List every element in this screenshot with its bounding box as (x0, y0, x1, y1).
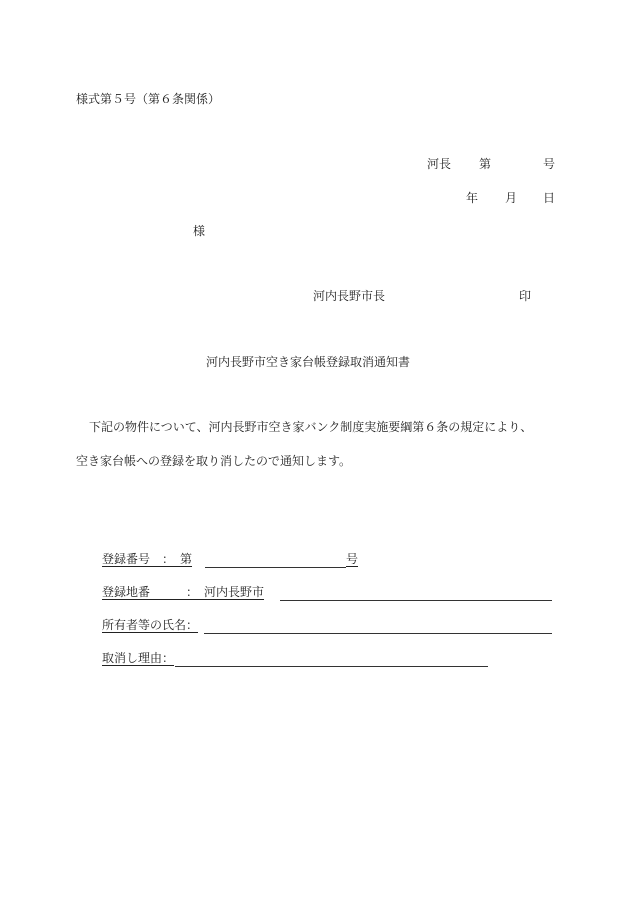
addressee-honorific: 様 (193, 224, 206, 238)
reference-prefix: 河長 (427, 157, 452, 171)
reference-go: 号 (543, 157, 556, 171)
owner-label: 所有者等の氏名： (102, 618, 199, 632)
reason-label: 取消し理由： (102, 651, 175, 665)
reason-underline (175, 666, 488, 667)
body-line-1: 下記の物件について、河内長野市空き家バンク制度実施要綱第６条の規定により、 (89, 420, 533, 434)
body-line-2: 空き家台帳への登録を取り消したので通知します。 (76, 454, 352, 468)
reg-number-suffix: 号 (346, 552, 359, 566)
date-month: 月 (505, 191, 518, 205)
seal-mark: 印 (519, 289, 532, 303)
owner-underline (204, 633, 552, 634)
sender-title: 河内長野市長 (313, 289, 386, 303)
date-day: 日 (543, 191, 556, 205)
reg-number-label: 登録番号 ： 第 (102, 552, 193, 566)
lot-label: 登録地番 ： 河内長野市 (102, 585, 265, 599)
reg-number-underline (205, 567, 346, 568)
document-title: 河内長野市空き家台帳登録取消通知書 (206, 355, 411, 369)
date-year: 年 (466, 191, 479, 205)
form-number: 様式第５号（第６条関係） (76, 92, 221, 106)
lot-underline (280, 600, 552, 601)
reference-dai: 第 (479, 157, 492, 171)
